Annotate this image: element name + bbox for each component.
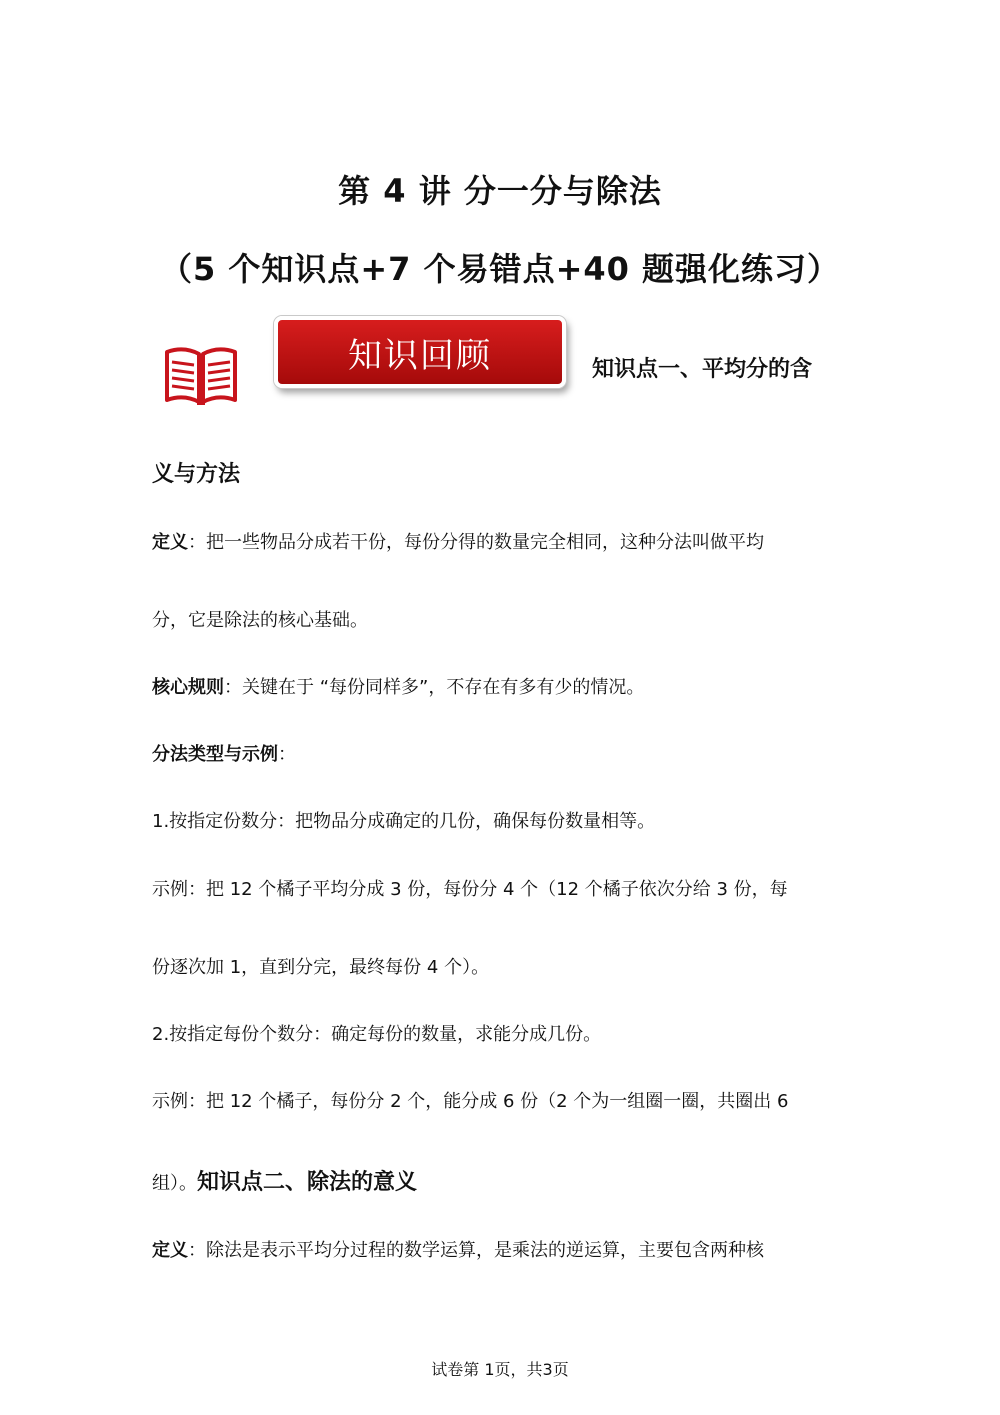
section1-heading-part1: 知识点一、平均分的含 <box>592 357 813 382</box>
knowledge-review-banner: 知识回顾 <box>274 316 566 388</box>
definition-paragraph <box>152 528 852 554</box>
section2-definition-label: 定义 <box>152 1240 188 1261</box>
example1-line1: 示例：把 12 个橘子平均分成 3 份，每份分 4 个（12 个橘子依次分给 3 份，每 <box>152 879 788 900</box>
open-book-icon <box>164 344 238 406</box>
example1-line2: 份逐次加 1，直到分完，最终每份 4 个）。 <box>152 957 490 978</box>
core-rule-paragraph <box>152 673 852 699</box>
definition-label: 定义 <box>152 532 188 553</box>
types-paragraph <box>152 740 852 766</box>
types-colon: ： <box>278 744 296 765</box>
types-label: 分法类型与示例 <box>152 744 278 765</box>
document-title: 第 4 讲 分一分与除法 <box>338 172 662 210</box>
section2-heading: 知识点二、除法的意义 <box>197 1170 418 1195</box>
definition-text-line2: 分，它是除法的核心基础。 <box>152 610 368 631</box>
section2-definition-text: ：除法是表示平均分过程的数学运算，是乘法的逆运算，主要包含两种核 <box>188 1240 764 1261</box>
section1-heading-part2: 义与方法 <box>152 462 241 487</box>
type1-paragraph: 1.按指定份数分：把物品分成确定的几份，确保每份数量相等。 <box>152 811 656 832</box>
example2-line1: 示例：把 12 个橘子，每份分 2 个，能分成 6 份（2 个为一组圈一圈，共圈出 6 <box>152 1091 789 1112</box>
core-rule-label: 核心规则 <box>152 677 224 698</box>
page-footer: 试卷第 1页，共3页 <box>431 1360 569 1379</box>
core-rule-text: ：关键在于 “每份同样多”，不存在有多有少的情况。 <box>224 677 645 698</box>
definition-text-line1: ：把一些物品分成若干份，每份分得的数量完全相同，这种分法叫做平均 <box>188 532 764 553</box>
example2-line2-with-heading <box>152 1165 852 1196</box>
type2-paragraph: 2.按指定每份个数分：确定每份的数量，求能分成几份。 <box>152 1024 602 1045</box>
example2-line2: 组）。 <box>152 1173 197 1194</box>
document-subtitle: （5 个知识点+7 个易错点+40 题强化练习） <box>159 250 841 288</box>
section2-definition-paragraph <box>152 1236 852 1262</box>
